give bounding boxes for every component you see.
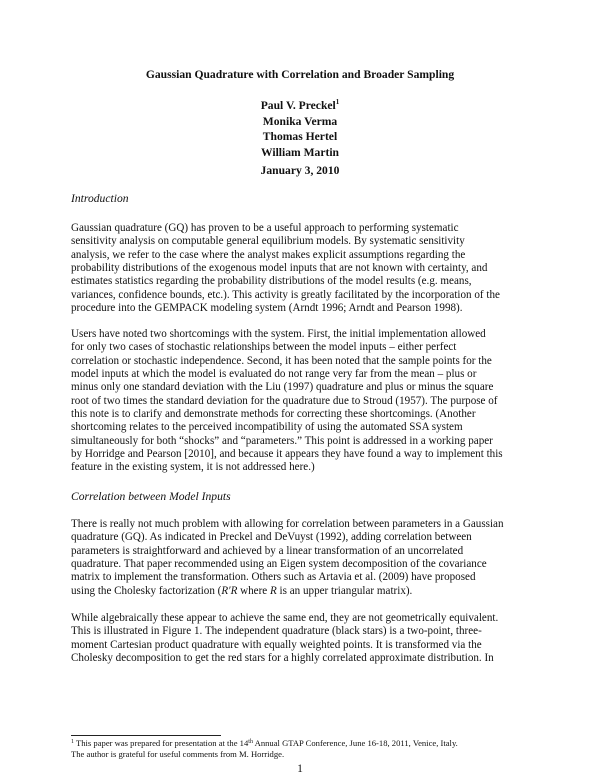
text-line: shortcoming relates to the perceived incompatibility of using the automated SSA system [71,421,463,434]
text-line: matrix to implement the transformation. Others such as Artavia et al. (2009) have proposed [71,571,476,584]
text-line: While algebraically these appear to achieve the same end, they are not geometrically equivalent. [71,612,499,624]
text-line: moment Cartesian product quadrature with equally weighted points. It is transformed via the [71,638,482,651]
math-expression: R′R [221,584,238,597]
text-line: procedure into the GEMPACK modeling system (Arndt 1996; Arndt and Pearson 1998). [71,302,463,315]
text-line: parameters is straightforward and achieved by a linear transformation of an uncorrelated [71,544,464,557]
text-line: probability distributions of the exogenous model inputs that are not known with certainty, and [71,262,488,275]
text-line: estimates statistics regarding the probability distributions of the model results (e.g. means, [71,275,472,288]
author-name: William Martin [260,145,340,159]
paragraph-introduction-1 [71,222,537,315]
text-line: Cholesky decomposition to get the red stars for a highly correlated approximate distribution. In [71,652,494,665]
footnote-divider [71,735,221,736]
text-line: for only two cases of stochastic relationships between the model inputs – either perfect [71,341,457,354]
math-expression: R [270,584,277,597]
text-line: root of two times the standard deviation for the quadrature due to Stroud (1957). The purpose of [71,394,498,407]
text-line: using the Cholesky factorization (R′R where R is an upper triangular matrix). [71,584,413,597]
footnote-line: $^1$ This paper was prepared for presentation at the 14th Annual GTAP Conference, June 16-18, 2011, Venice, Italy. [71,738,458,748]
text-line: correlation or stochastic independence. Second, it has been noted that the sample points for the [71,354,492,367]
paragraph-correlation-1 [71,518,537,598]
text-line: variances, confidence bounds, etc.). This activity is greatly facilitated by the incorporation of the [71,288,500,301]
footnote-line: The author is grateful for useful comments from M. Horridge. [71,749,285,759]
footnote [71,738,541,760]
text-line: quadrature. That paper recommended using an Eigen system decomposition of the covariance [71,558,487,571]
text-line: analysis, we refer to the case where the analyst makes explicit assumptions regarding the [71,248,466,261]
text-line: this note is to clarify and demonstrate methods for correcting these shortcomings. (Another [71,408,476,421]
paper-title: Gaussian Quadrature with Correlation and Broader Sampling [145,68,455,81]
page-number: 1 [297,762,303,775]
text-line: quadrature (GQ). As indicated in Preckel and DeVuyst (1992), adding correlation between [71,531,472,544]
text-line: minus only one standard deviation with the Liu (1997) quadrature and plus or minus the square [71,381,494,394]
section-heading-correlation: Correlation between Model Inputs [71,490,231,503]
section-heading-introduction: Introduction [71,192,129,205]
text-line: There is really not much problem with allowing for correlation between parameters in a Gaussian [71,518,504,530]
paper-date: January 3, 2010 [260,164,340,177]
text-line: Users have noted two shortcomings with the system. First, the initial implementation allowed [71,328,486,340]
text-line: model inputs at which the model is evaluated do not range very far from the mean – plus or [71,368,477,381]
paragraph-introduction-2 [71,328,537,475]
author-name: Paul V. Preckel$^1$ [260,98,340,112]
footnote-marker: 1 [71,739,74,745]
text-line: This is illustrated in Figure 1. The independent quadrature (black stars) is a two-point, three- [71,625,482,638]
text-line: sensitivity analysis on computable general equilibrium models. By systematic sensitivity [71,235,465,248]
author-name: Monika Verma [262,114,338,128]
author-list [0,98,600,160]
footnote-marker: 1 [335,98,340,106]
paragraph-correlation-2 [71,612,537,665]
text-line: Gaussian quadrature (GQ) has proven to be a useful approach to performing systematic [71,222,459,234]
text-line: feature in the existing system, it is not addressed here.) [71,461,315,474]
text-line: by Horridge and Pearson [2010], and because it appears they have found a way to implement this [71,448,503,461]
author-name: Thomas Hertel [262,130,338,143]
text-line: simultaneously for both “shocks” and “parameters.” This point is addressed in a working paper [71,434,493,447]
